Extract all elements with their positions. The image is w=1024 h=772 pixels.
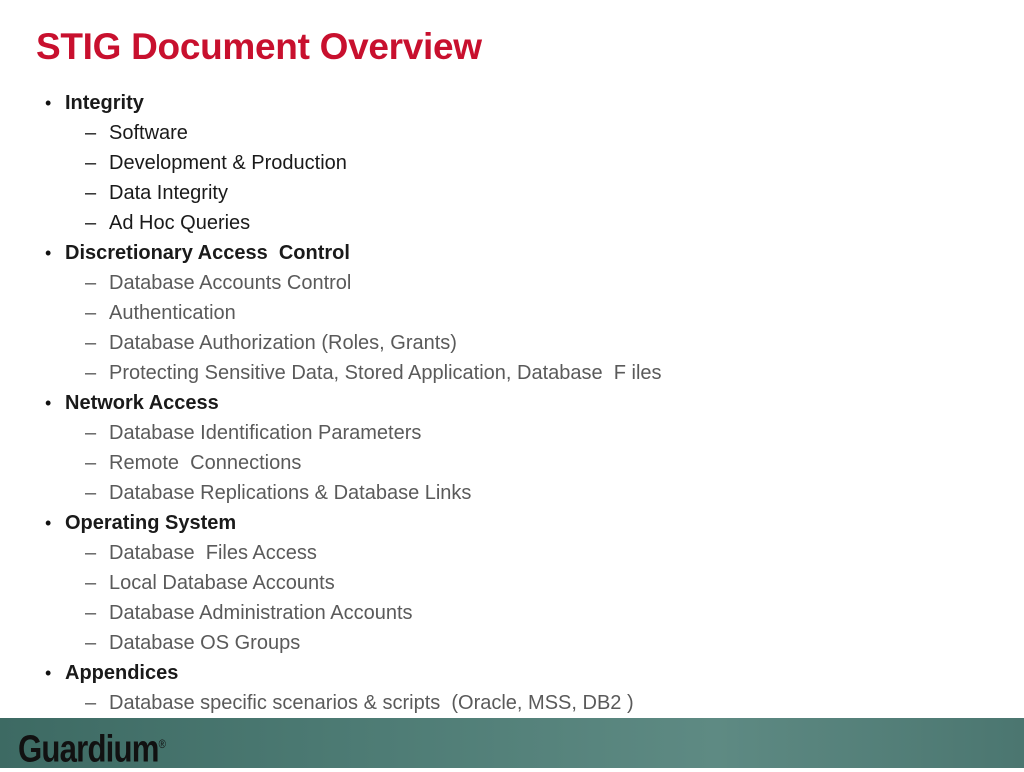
list-item [40, 478, 1000, 508]
slide-title: STIG Document Overview [36, 26, 482, 67]
list-item-label: Database Accounts Control [109, 272, 352, 294]
list-item-label: Authentication [109, 302, 236, 324]
list-item-label: Software [109, 122, 188, 144]
section-label: Integrity [65, 92, 144, 114]
dash-icon: – [85, 602, 97, 624]
list-item [40, 178, 1000, 208]
bullet-list [40, 88, 1000, 718]
dash-icon: – [85, 482, 97, 504]
dash-icon: – [85, 122, 97, 144]
list-item-label: Database specific scenarios & scripts (Oracle, MSS, DB2 ) [109, 692, 634, 714]
list-item [40, 358, 1000, 388]
dash-icon: – [85, 332, 97, 354]
list-item [40, 628, 1000, 658]
section-heading [40, 88, 1000, 118]
dash-icon: – [85, 362, 97, 384]
list-item [40, 328, 1000, 358]
bullet-icon: • [45, 393, 52, 413]
dash-icon: – [85, 422, 97, 444]
dash-icon: – [85, 452, 97, 474]
dash-icon: – [85, 212, 97, 234]
guardium-logo: Guardium® [18, 728, 166, 771]
list-item-label: Database Authorization (Roles, Grants) [109, 332, 457, 354]
section-label: Network Access [65, 392, 219, 414]
list-item-label: Data Integrity [109, 182, 228, 204]
list-item-label: Local Database Accounts [109, 572, 335, 594]
dash-icon: – [85, 632, 97, 654]
list-item [40, 118, 1000, 148]
list-item [40, 418, 1000, 448]
section-heading [40, 388, 1000, 418]
bullet-icon: • [45, 513, 52, 533]
list-item [40, 448, 1000, 478]
dash-icon: – [85, 692, 97, 714]
list-item-label: Development & Production [109, 152, 347, 174]
dash-icon: – [85, 272, 97, 294]
section-label: Discretionary Access Control [65, 242, 350, 264]
dash-icon: – [85, 542, 97, 564]
section-label: Appendices [65, 662, 179, 684]
list-item [40, 268, 1000, 298]
list-item [40, 298, 1000, 328]
list-item-label: Database Files Access [109, 542, 317, 564]
list-item-label: Database Replications & Database Links [109, 482, 472, 504]
section-heading [40, 238, 1000, 268]
dash-icon: – [85, 572, 97, 594]
dash-icon: – [85, 302, 97, 324]
list-item-label: Database Administration Accounts [109, 602, 413, 624]
list-item [40, 148, 1000, 178]
list-item [40, 598, 1000, 628]
bullet-icon: • [45, 243, 52, 263]
bullet-icon: • [45, 663, 52, 683]
list-item [40, 568, 1000, 598]
section-heading [40, 508, 1000, 538]
list-item [40, 208, 1000, 238]
list-item-label: Database OS Groups [109, 632, 301, 654]
section-label: Operating System [65, 512, 237, 534]
list-item [40, 538, 1000, 568]
list-item-label: Remote Connections [109, 452, 302, 474]
list-item-label: Database Identification Parameters [109, 422, 422, 444]
list-item [40, 688, 1000, 718]
dash-icon: – [85, 182, 97, 204]
footer-bar [0, 718, 1024, 771]
section-heading [40, 658, 1000, 688]
list-item-label: Ad Hoc Queries [109, 212, 251, 234]
dash-icon: – [85, 152, 97, 174]
bullet-icon: • [45, 93, 52, 113]
list-item-label: Protecting Sensitive Data, Stored Application, Database F iles [109, 362, 662, 384]
